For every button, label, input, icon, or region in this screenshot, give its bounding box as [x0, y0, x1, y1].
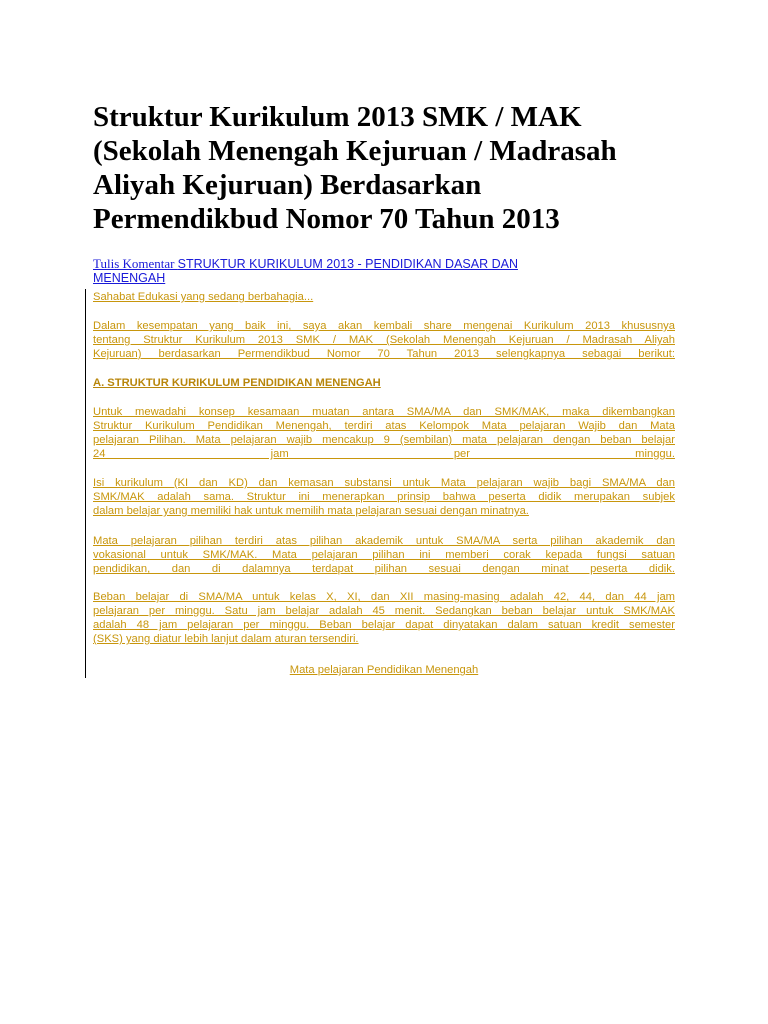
paragraph-line: tentang Struktur Kurikulum 2013 SMK / MAK (Sekolah Menengah Kejuruan / Madrasah Aliyah	[93, 334, 675, 346]
greeting-text[interactable]: Sahabat Edukasi yang sedang berbahagia...	[93, 291, 314, 303]
paragraph-line: Isi kurikulum (KI dan KD) dan kemasan substansi untuk Mata pelajaran wajib bagi SMA/MA dan	[93, 477, 675, 489]
left-vertical-rule	[85, 289, 86, 678]
paragraph-line: Kejuruan) berdasarkan Permendikbud Nomor 70 Tahun 2013 selengkapnya sebagai berikut:	[93, 348, 675, 360]
comment-link-label[interactable]: STRUKTUR KURIKULUM 2013 - PENDIDIKAN DASAR DAN	[177, 257, 518, 271]
title-line: Permendikbud Nomor 70 Tahun 2013	[93, 203, 560, 235]
paragraph-line: Beban belajar di SMA/MA untuk kelas X, XI, dan XII masing-masing adalah 42, 44, dan 44 jam	[93, 591, 675, 603]
paragraph-line: Mata pelajaran pilihan terdiri atas pilihan akademik untuk SMA/MA serta pilihan akademik dan	[93, 535, 675, 547]
paragraph-line: dalam belajar yang memiliki hak untuk memilih mata pelajaran sesuai dengan minatnya.	[93, 505, 529, 517]
paragraph-line: Struktur Kurikulum Pendidikan Menengah, terdiri atas Kelompok Mata pelajaran Wajib dan Mata	[93, 420, 675, 432]
title-line: Struktur Kurikulum 2013 SMK / MAK	[93, 101, 582, 133]
paragraph-line: vokasional untuk SMK/MAK. Mata pelajaran pilihan ini memberi corak kepada fungsi satuan	[93, 549, 675, 561]
paragraph-line: Untuk mewadahi konsep kesamaan muatan antara SMA/MA dan SMK/MAK, maka dikembangkan	[93, 406, 675, 418]
comment-link-prefix[interactable]: Tulis Komentar	[93, 256, 175, 271]
write-comment-link[interactable]	[93, 257, 693, 285]
paragraph-line: Dalam kesempatan yang baik ini, saya akan kembali share mengenai Kurikulum 2013 khususnya	[93, 320, 675, 332]
paragraph-line: pendidikan, dan di dalamnya terdapat pilihan sesuai dengan minat peserta didik.	[93, 563, 675, 575]
paragraph-elective[interactable]	[93, 534, 675, 576]
paragraph-line: 24 jam per minggu.	[93, 448, 675, 460]
intro-paragraph[interactable]	[93, 319, 675, 361]
section-heading[interactable]: A. STRUKTUR KURIKULUM PENDIDIKAN MENENGAH	[93, 377, 381, 389]
comment-link-label-continued[interactable]: MENENGAH	[93, 271, 166, 285]
title-line: Aliyah Kejuruan) Berdasarkan	[93, 169, 482, 201]
paragraph-line: SMK/MAK adalah sama. Struktur ini menerapkan prinsip bahwa peserta didik merupakan subjek	[93, 491, 675, 503]
paragraph-concept[interactable]	[93, 405, 675, 461]
title-line: (Sekolah Menengah Kejuruan / Madrasah	[93, 135, 617, 167]
page-title	[93, 100, 693, 236]
paragraph-content[interactable]	[93, 476, 675, 518]
paragraph-line: adalah 48 jam pelajaran per minggu. Beban belajar dapat dinyatakan dalam satuan kredit semester	[93, 619, 675, 631]
paragraph-line: (SKS) yang diatur lebih lanjut dalam aturan tersendiri.	[93, 633, 359, 645]
paragraph-line: pelajaran Pilihan. Mata pelajaran wajib mencakup 9 (sembilan) mata pelajaran dengan beban belajar	[93, 434, 675, 446]
paragraph-line: pelajaran per minggu. Satu jam belajar adalah 45 menit. Sedangkan beban belajar untuk SMK/MAK	[93, 605, 675, 617]
paragraph-workload[interactable]	[93, 590, 675, 646]
table-caption[interactable]: Mata pelajaran Pendidikan Menengah	[289, 664, 479, 676]
